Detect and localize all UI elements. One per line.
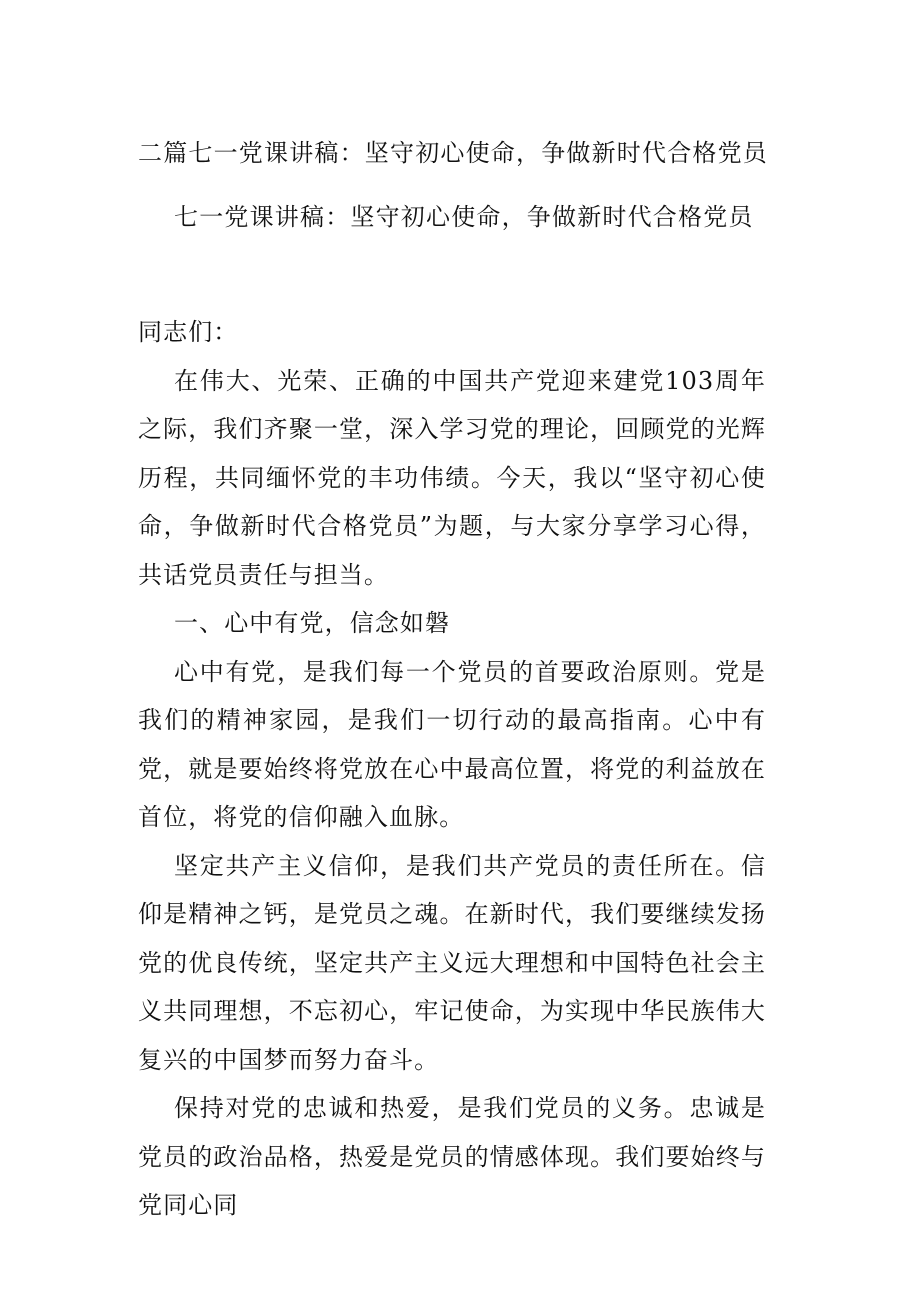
paragraph: 心中有党，是我们每一个党员的首要政治原则。党是我们的精神家园，是我们一切行动的最高指南。心中有党，就是要始终将党放在心中最高位置，将党的利益放在首位，将党的信仰融入血脉。 (138, 657, 766, 831)
paragraph-intro: 在伟大、光荣、正确的中国共产党迎来建党103周年之际，我们齐聚一堂，深入学习党的理论，回顾党的光辉历程，共同缅怀党的丰功伟绩。今天，我以“坚守初心使命，争做新时代合格党员”为题，与大家分享学习心得，共话党员责任与担当。 (138, 366, 766, 589)
paragraph: 保持对党的忠诚和热爱，是我们党员的义务。忠诚是党员的政治品格，热爱是党员的情感体现。我们要始终与党同心同 (138, 1094, 766, 1219)
salutation: 同志们： (138, 318, 239, 346)
document-body (138, 308, 766, 1230)
paragraph: 坚定共产主义信仰，是我们共产党员的责任所在。信仰是精神之钙，是党员之魂。在新时代，我们要继续发扬党的优良传统，坚定共产主义远大理想和中国特色社会主义共同理想，不忘初心，牢记使命，为实现中华民族伟大复兴的中国梦而努力奋斗。 (138, 851, 766, 1074)
document-title: 二篇七一党课讲稿：坚守初心使命，争做新时代合格党员 (138, 139, 768, 167)
section-heading-1: 一、心中有党，信念如磐 (174, 609, 451, 637)
document-subtitle: 七一党课讲稿：坚守初心使命，争做新时代合格党员 (174, 203, 754, 231)
